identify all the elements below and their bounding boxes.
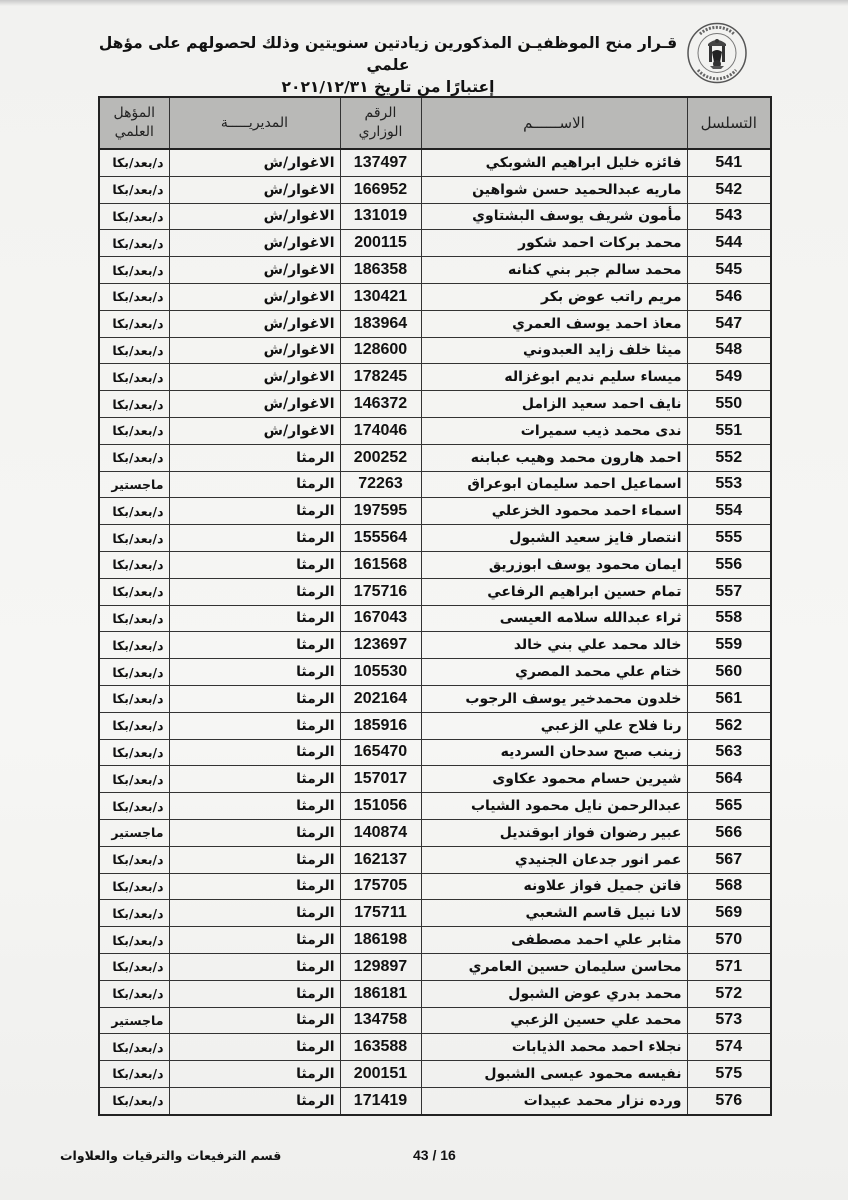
table-row — [99, 793, 771, 820]
row-ministry-number: 155564 — [340, 525, 421, 552]
row-name: ندى محمد ذيب سميرات — [421, 417, 687, 444]
table-row — [99, 685, 771, 712]
row-name: رنا فلاح علي الزعبي — [421, 712, 687, 739]
row-directorate: الاغوار/ش — [169, 230, 340, 257]
title-line-1: قـرار منح الموظفيـن المذكورين زيادتين سنويتين وذلك لحصولهم على مؤهل علمي — [98, 34, 678, 74]
column-header-ministry-number-line1: الرقم — [364, 105, 397, 121]
row-directorate: الرمثا — [169, 525, 340, 552]
row-ministry-number: 134758 — [340, 1007, 421, 1034]
row-directorate: الرمثا — [169, 739, 340, 766]
row-qualification: د/بعد/بكا — [99, 1034, 169, 1061]
table-row — [99, 417, 771, 444]
table-row — [99, 391, 771, 418]
column-header-qualification — [99, 97, 169, 149]
page-indicator: 43 / 16 — [413, 1147, 456, 1163]
row-serial: 573 — [687, 1007, 771, 1034]
row-directorate: الاغوار/ش — [169, 176, 340, 203]
column-header-directorate: المديريـــــة — [169, 97, 340, 149]
table-row — [99, 819, 771, 846]
row-qualification: د/بعد/بكا — [99, 846, 169, 873]
row-serial: 561 — [687, 685, 771, 712]
row-ministry-number: 105530 — [340, 659, 421, 686]
row-serial: 549 — [687, 364, 771, 391]
row-serial: 574 — [687, 1034, 771, 1061]
row-ministry-number: 185916 — [340, 712, 421, 739]
row-qualification: د/بعد/بكا — [99, 605, 169, 632]
row-name: انتصار فايز سعيد الشبول — [421, 525, 687, 552]
row-qualification: ماجستير — [99, 819, 169, 846]
row-name: معاذ احمد يوسف العمري — [421, 310, 687, 337]
row-ministry-number: 72263 — [340, 471, 421, 498]
row-name: زينب صبح سدحان السرديه — [421, 739, 687, 766]
table-row — [99, 551, 771, 578]
row-serial: 575 — [687, 1061, 771, 1088]
row-qualification: د/بعد/بكا — [99, 900, 169, 927]
table-row — [99, 927, 771, 954]
row-serial: 572 — [687, 980, 771, 1007]
row-serial: 545 — [687, 257, 771, 284]
table-row — [99, 578, 771, 605]
row-directorate: الاغوار/ش — [169, 149, 340, 176]
row-ministry-number: 175716 — [340, 578, 421, 605]
row-directorate: الرمثا — [169, 551, 340, 578]
column-header-ministry-number-line2: الوزاري — [358, 124, 403, 140]
row-qualification: د/بعد/بكا — [99, 283, 169, 310]
table-row — [99, 203, 771, 230]
row-qualification: د/بعد/بكا — [99, 364, 169, 391]
table-row — [99, 1034, 771, 1061]
column-header-ministry-number — [340, 97, 421, 149]
table-row — [99, 1087, 771, 1114]
document-title — [78, 32, 698, 98]
row-serial: 553 — [687, 471, 771, 498]
column-header-name: الاســــــم — [421, 97, 687, 149]
row-name: نايف احمد سعيد الزامل — [421, 391, 687, 418]
row-ministry-number: 161568 — [340, 551, 421, 578]
row-ministry-number: 130421 — [340, 283, 421, 310]
row-serial: 546 — [687, 283, 771, 310]
row-qualification: د/بعد/بكا — [99, 176, 169, 203]
row-ministry-number: 178245 — [340, 364, 421, 391]
row-serial: 566 — [687, 819, 771, 846]
row-ministry-number: 157017 — [340, 766, 421, 793]
row-qualification: د/بعد/بكا — [99, 953, 169, 980]
row-ministry-number: 129897 — [340, 953, 421, 980]
row-name: مأمون شريف يوسف البشتاوي — [421, 203, 687, 230]
table-row — [99, 712, 771, 739]
row-directorate: الاغوار/ش — [169, 391, 340, 418]
row-directorate: الاغوار/ش — [169, 257, 340, 284]
row-serial: 571 — [687, 953, 771, 980]
row-directorate: الرمثا — [169, 605, 340, 632]
row-name: احمد هارون محمد وهيب عبابنه — [421, 444, 687, 471]
row-ministry-number: 151056 — [340, 793, 421, 820]
row-ministry-number: 186198 — [340, 927, 421, 954]
row-name: مثابر علي احمد مصطفى — [421, 927, 687, 954]
row-name: ميساء سليم نديم ابوغزاله — [421, 364, 687, 391]
row-ministry-number: 167043 — [340, 605, 421, 632]
table-row — [99, 471, 771, 498]
row-directorate: الرمثا — [169, 927, 340, 954]
row-ministry-number: 131019 — [340, 203, 421, 230]
row-name: نجلاء احمد محمد الذيابات — [421, 1034, 687, 1061]
row-directorate: الرمثا — [169, 712, 340, 739]
row-ministry-number: 183964 — [340, 310, 421, 337]
row-directorate: الرمثا — [169, 471, 340, 498]
row-serial: 565 — [687, 793, 771, 820]
row-qualification: د/بعد/بكا — [99, 1087, 169, 1114]
table-row — [99, 257, 771, 284]
row-serial: 551 — [687, 417, 771, 444]
row-serial: 558 — [687, 605, 771, 632]
row-serial: 569 — [687, 900, 771, 927]
row-ministry-number: 197595 — [340, 498, 421, 525]
row-serial: 556 — [687, 551, 771, 578]
row-qualification: د/بعد/بكا — [99, 551, 169, 578]
row-ministry-number: 162137 — [340, 846, 421, 873]
table-row — [99, 525, 771, 552]
row-name: اسماعيل احمد سليمان ابوعراق — [421, 471, 687, 498]
row-name: ختام علي محمد المصري — [421, 659, 687, 686]
row-directorate: الاغوار/ش — [169, 203, 340, 230]
table-header-row — [99, 97, 771, 149]
row-directorate: الاغوار/ش — [169, 417, 340, 444]
row-ministry-number: 171419 — [340, 1087, 421, 1114]
row-qualification: د/بعد/بكا — [99, 927, 169, 954]
row-directorate: الرمثا — [169, 1034, 340, 1061]
row-qualification: د/بعد/بكا — [99, 739, 169, 766]
table-row — [99, 659, 771, 686]
table-row — [99, 1061, 771, 1088]
row-name: عبير رضوان فواز ابوقنديل — [421, 819, 687, 846]
row-name: عمر انور جدعان الجنيدي — [421, 846, 687, 873]
row-qualification: د/بعد/بكا — [99, 417, 169, 444]
row-ministry-number: 202164 — [340, 685, 421, 712]
row-ministry-number: 163588 — [340, 1034, 421, 1061]
row-directorate: الرمثا — [169, 793, 340, 820]
row-qualification: د/بعد/بكا — [99, 310, 169, 337]
row-serial: 560 — [687, 659, 771, 686]
row-directorate: الرمثا — [169, 498, 340, 525]
row-qualification: د/بعد/بكا — [99, 578, 169, 605]
table-row — [99, 310, 771, 337]
row-directorate: الاغوار/ش — [169, 310, 340, 337]
row-serial: 542 — [687, 176, 771, 203]
table-row — [99, 1007, 771, 1034]
row-directorate: الرمثا — [169, 953, 340, 980]
row-name: شيرين حسام محمود عكاوى — [421, 766, 687, 793]
row-serial: 557 — [687, 578, 771, 605]
table-row — [99, 846, 771, 873]
row-qualification: د/بعد/بكا — [99, 257, 169, 284]
table-row — [99, 900, 771, 927]
row-serial: 547 — [687, 310, 771, 337]
row-directorate: الاغوار/ش — [169, 364, 340, 391]
table-row — [99, 605, 771, 632]
row-serial: 544 — [687, 230, 771, 257]
row-name: محمد بدري عوض الشبول — [421, 980, 687, 1007]
row-qualification: د/بعد/بكا — [99, 712, 169, 739]
row-qualification: ماجستير — [99, 471, 169, 498]
row-name: ورده نزار محمد عبيدات — [421, 1087, 687, 1114]
row-serial: 552 — [687, 444, 771, 471]
row-serial: 548 — [687, 337, 771, 364]
row-name: محمد علي حسين الزعبي — [421, 1007, 687, 1034]
row-qualification: د/بعد/بكا — [99, 980, 169, 1007]
row-directorate: الرمثا — [169, 846, 340, 873]
records-table — [98, 96, 772, 1116]
row-directorate: الرمثا — [169, 1007, 340, 1034]
row-ministry-number: 128600 — [340, 337, 421, 364]
row-name: اسماء احمد محمود الخزعلي — [421, 498, 687, 525]
row-name: لانا نبيل قاسم الشعبي — [421, 900, 687, 927]
row-ministry-number: 174046 — [340, 417, 421, 444]
row-qualification: د/بعد/بكا — [99, 685, 169, 712]
row-qualification: د/بعد/بكا — [99, 149, 169, 176]
row-ministry-number: 140874 — [340, 819, 421, 846]
table-row — [99, 953, 771, 980]
table-row — [99, 980, 771, 1007]
column-header-qualification-line2: العلمي — [114, 124, 154, 140]
row-ministry-number: 175711 — [340, 900, 421, 927]
row-directorate: الاغوار/ش — [169, 283, 340, 310]
row-serial: 559 — [687, 632, 771, 659]
row-directorate: الرمثا — [169, 980, 340, 1007]
row-directorate: الرمثا — [169, 766, 340, 793]
row-ministry-number: 123697 — [340, 632, 421, 659]
row-ministry-number: 146372 — [340, 391, 421, 418]
row-serial: 564 — [687, 766, 771, 793]
row-serial: 563 — [687, 739, 771, 766]
row-ministry-number: 175705 — [340, 873, 421, 900]
row-name: ثراء عبدالله سلامه العيسى — [421, 605, 687, 632]
row-serial: 550 — [687, 391, 771, 418]
row-qualification: د/بعد/بكا — [99, 1061, 169, 1088]
row-directorate: الرمثا — [169, 578, 340, 605]
row-directorate: الرمثا — [169, 1061, 340, 1088]
table-row — [99, 230, 771, 257]
row-directorate: الرمثا — [169, 685, 340, 712]
row-qualification: د/بعد/بكا — [99, 793, 169, 820]
row-qualification: ماجستير — [99, 1007, 169, 1034]
row-name: نفيسه محمود عيسى الشبول — [421, 1061, 687, 1088]
row-name: فاتن جميل فواز علاونه — [421, 873, 687, 900]
table-row — [99, 873, 771, 900]
row-serial: 554 — [687, 498, 771, 525]
table-row — [99, 149, 771, 176]
row-name: خلدون محمدخير يوسف الرجوب — [421, 685, 687, 712]
row-directorate: الرمثا — [169, 900, 340, 927]
table-row — [99, 364, 771, 391]
row-qualification: د/بعد/بكا — [99, 659, 169, 686]
table-row — [99, 283, 771, 310]
row-qualification: د/بعد/بكا — [99, 525, 169, 552]
row-serial: 567 — [687, 846, 771, 873]
table-row — [99, 444, 771, 471]
row-ministry-number: 200252 — [340, 444, 421, 471]
row-ministry-number: 200151 — [340, 1061, 421, 1088]
row-serial: 562 — [687, 712, 771, 739]
row-name: خالد محمد علي بني خالد — [421, 632, 687, 659]
row-name: عبدالرحمن نايل محمود الشياب — [421, 793, 687, 820]
row-serial: 576 — [687, 1087, 771, 1114]
row-serial: 555 — [687, 525, 771, 552]
row-qualification: د/بعد/بكا — [99, 632, 169, 659]
row-directorate: الرمثا — [169, 873, 340, 900]
row-qualification: د/بعد/بكا — [99, 230, 169, 257]
row-serial: 570 — [687, 927, 771, 954]
row-directorate: الرمثا — [169, 659, 340, 686]
row-ministry-number: 186358 — [340, 257, 421, 284]
column-header-serial: التسلسل — [687, 97, 771, 149]
title-line-2: إعتبارًا من تاريخ ٢٠٢١/١٢/٣١ — [281, 78, 495, 96]
table-row — [99, 632, 771, 659]
row-serial: 541 — [687, 149, 771, 176]
row-serial: 543 — [687, 203, 771, 230]
row-qualification: د/بعد/بكا — [99, 873, 169, 900]
row-ministry-number: 166952 — [340, 176, 421, 203]
row-ministry-number: 137497 — [340, 149, 421, 176]
table-row — [99, 176, 771, 203]
row-directorate: الرمثا — [169, 632, 340, 659]
row-qualification: د/بعد/بكا — [99, 391, 169, 418]
row-directorate: الرمثا — [169, 1087, 340, 1114]
table-row — [99, 498, 771, 525]
row-qualification: د/بعد/بكا — [99, 444, 169, 471]
table-row — [99, 766, 771, 793]
row-name: فائزه خليل ابراهيم الشوبكي — [421, 149, 687, 176]
row-ministry-number: 200115 — [340, 230, 421, 257]
scan-edge-shadow — [0, 0, 848, 6]
row-name: ايمان محمود يوسف ابوزريق — [421, 551, 687, 578]
row-qualification: د/بعد/بكا — [99, 498, 169, 525]
column-header-qualification-line1: المؤهل — [113, 105, 155, 121]
table-row — [99, 337, 771, 364]
row-qualification: د/بعد/بكا — [99, 766, 169, 793]
row-name: ميثا خلف زايد العبدوني — [421, 337, 687, 364]
row-serial: 568 — [687, 873, 771, 900]
row-name: محاسن سليمان حسين العامري — [421, 953, 687, 980]
row-directorate: الاغوار/ش — [169, 337, 340, 364]
table-row — [99, 739, 771, 766]
row-directorate: الرمثا — [169, 819, 340, 846]
row-qualification: د/بعد/بكا — [99, 337, 169, 364]
row-ministry-number: 165470 — [340, 739, 421, 766]
row-qualification: د/بعد/بكا — [99, 203, 169, 230]
footer-department: قسم الترفيعات والترقيات والعلاوات — [60, 1148, 282, 1163]
row-name: تمام حسين ابراهيم الرفاعي — [421, 578, 687, 605]
row-ministry-number: 186181 — [340, 980, 421, 1007]
row-directorate: الرمثا — [169, 444, 340, 471]
row-name: محمد سالم جبر بني كنانه — [421, 257, 687, 284]
row-name: مريم راتب عوض بكر — [421, 283, 687, 310]
table-body — [99, 149, 771, 1115]
row-name: محمد بركات احمد شكور — [421, 230, 687, 257]
row-name: ماريه عبدالحميد حسن شواهين — [421, 176, 687, 203]
